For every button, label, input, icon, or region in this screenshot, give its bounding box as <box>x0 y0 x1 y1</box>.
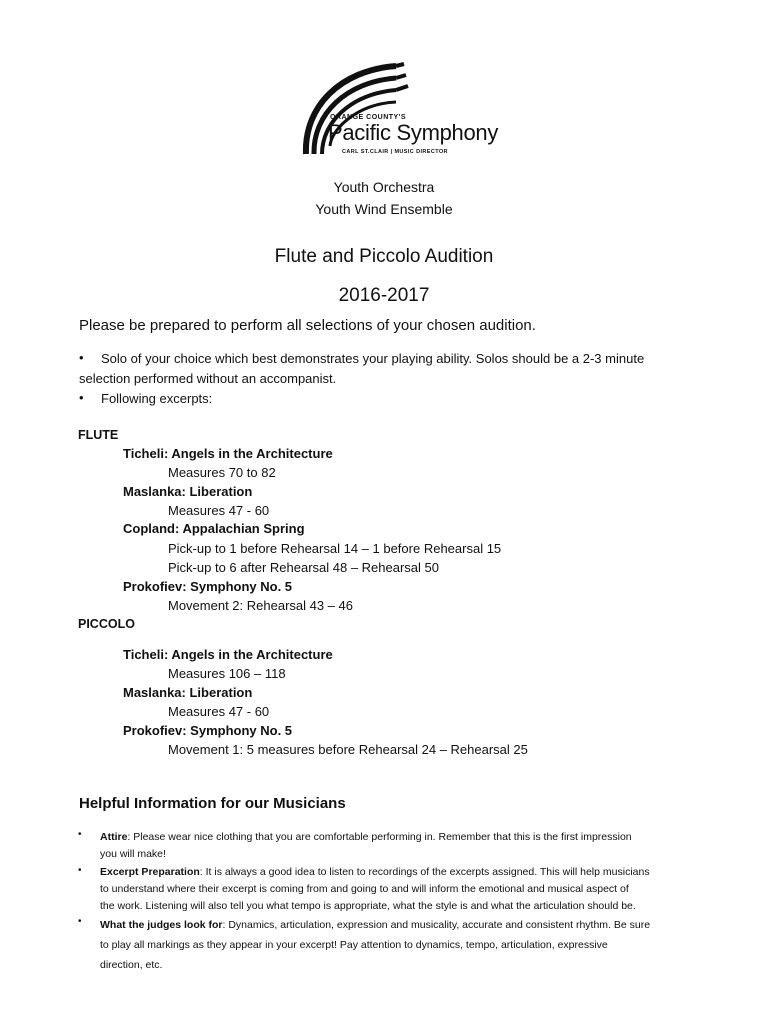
bullet-icon: • <box>79 350 84 365</box>
info-excerpt-line2: to understand where their excerpt is coming from and going to and will inform the emotional and musical aspect of <box>100 883 629 895</box>
info-judges-line1 <box>100 915 710 935</box>
solo-requirement-line1: Solo of your choice which best demonstrates your playing ability. Solos should be a 2-3 minute <box>101 351 645 366</box>
flute-copland-measures-2: Pick-up to 6 after Rehearsal 48 – Rehearsal 50 <box>168 560 439 575</box>
info-judges-line3: direction, etc. <box>100 959 163 971</box>
piccolo-piece-ticheli: Ticheli: Angels in the Architecture <box>123 647 333 662</box>
info-judges <box>100 915 710 975</box>
piccolo-prokofiev-measures: Movement 1: 5 measures before Rehearsal 24 – Rehearsal 25 <box>168 742 528 757</box>
season-year: 2016-2017 <box>338 285 430 306</box>
flute-piece-maslanka: Maslanka: Liberation <box>123 484 253 499</box>
flute-copland-measures-1: Pick-up to 1 before Rehearsal 14 – 1 before Rehearsal 15 <box>168 541 502 556</box>
flute-piece-copland: Copland: Appalachian Spring <box>123 521 305 536</box>
piccolo-maslanka-measures: Measures 47 - 60 <box>168 704 270 719</box>
flute-maslanka-measures: Measures 47 - 60 <box>168 503 270 518</box>
info-judges-label: What the judges look for <box>100 919 223 931</box>
page-title: Flute and Piccolo Audition <box>274 246 494 267</box>
ensemble-youth-orchestra: Youth Orchestra <box>333 179 435 195</box>
bullet-icon: • <box>78 865 82 876</box>
piccolo-ticheli-measures: Measures 106 – 118 <box>168 666 286 681</box>
logo-county-text: ORANGE COUNTY'S <box>330 114 407 121</box>
bullet-icon: • <box>79 390 84 405</box>
instructions: Please be prepared to perform all selections of your chosen audition. <box>79 317 536 334</box>
logo-director-text: CARL ST.CLAIR | MUSIC DIRECTOR <box>342 149 448 155</box>
info-excerpt-line1 <box>100 864 710 881</box>
bullet-icon: • <box>78 916 82 927</box>
info-attire-text: : Please wear nice clothing that you are comfortable performing in. Remember that this is the first impression <box>127 831 632 843</box>
flute-ticheli-measures: Measures 70 to 82 <box>168 465 276 480</box>
info-excerpt-prep <box>100 864 710 915</box>
info-excerpt-line3: the work. Listening will also tell you what tempo is appropriate, what the style is and what the articulation should be. <box>100 900 636 912</box>
info-attire <box>100 829 710 863</box>
piccolo-piece-prokofiev: Prokofiev: Symphony No. 5 <box>123 723 293 738</box>
logo-name-text: Pacific Symphony <box>328 120 499 145</box>
pacific-symphony-logo <box>296 56 499 160</box>
info-attire-label: Attire <box>100 831 128 843</box>
solo-requirement-line2: selection performed without an accompanist. <box>79 371 337 386</box>
ensemble-youth-wind: Youth Wind Ensemble <box>315 201 453 217</box>
piccolo-heading: PICCOLO <box>78 617 135 631</box>
info-excerpt-label: Excerpt Preparation <box>100 866 200 878</box>
info-judges-text: : Dynamics, articulation, expression and musicality, accurate and consistent rhythm. Be sure <box>222 919 651 931</box>
info-attire-line1 <box>100 829 710 846</box>
bullet-icon: • <box>78 829 82 840</box>
info-judges-line2: to play all markings as they appear in your excerpt! Pay attention to dynamics, tempo, articulation, expressive <box>100 939 608 951</box>
flute-piece-prokofiev: Prokofiev: Symphony No. 5 <box>123 579 293 594</box>
piccolo-piece-maslanka: Maslanka: Liberation <box>123 685 253 700</box>
info-excerpt-text: : It is always a good idea to listen to recordings of the excerpts assigned. This will help musicians <box>199 866 650 878</box>
flute-heading: FLUTE <box>78 428 119 442</box>
flute-piece-ticheli: Ticheli: Angels in the Architecture <box>123 446 333 461</box>
excerpts-requirement: Following excerpts: <box>101 391 213 406</box>
info-attire-line2: you will make! <box>100 848 166 860</box>
helpful-info-heading: Helpful Information for our Musicians <box>79 795 346 812</box>
flute-prokofiev-measures: Movement 2: Rehearsal 43 – 46 <box>168 598 353 613</box>
